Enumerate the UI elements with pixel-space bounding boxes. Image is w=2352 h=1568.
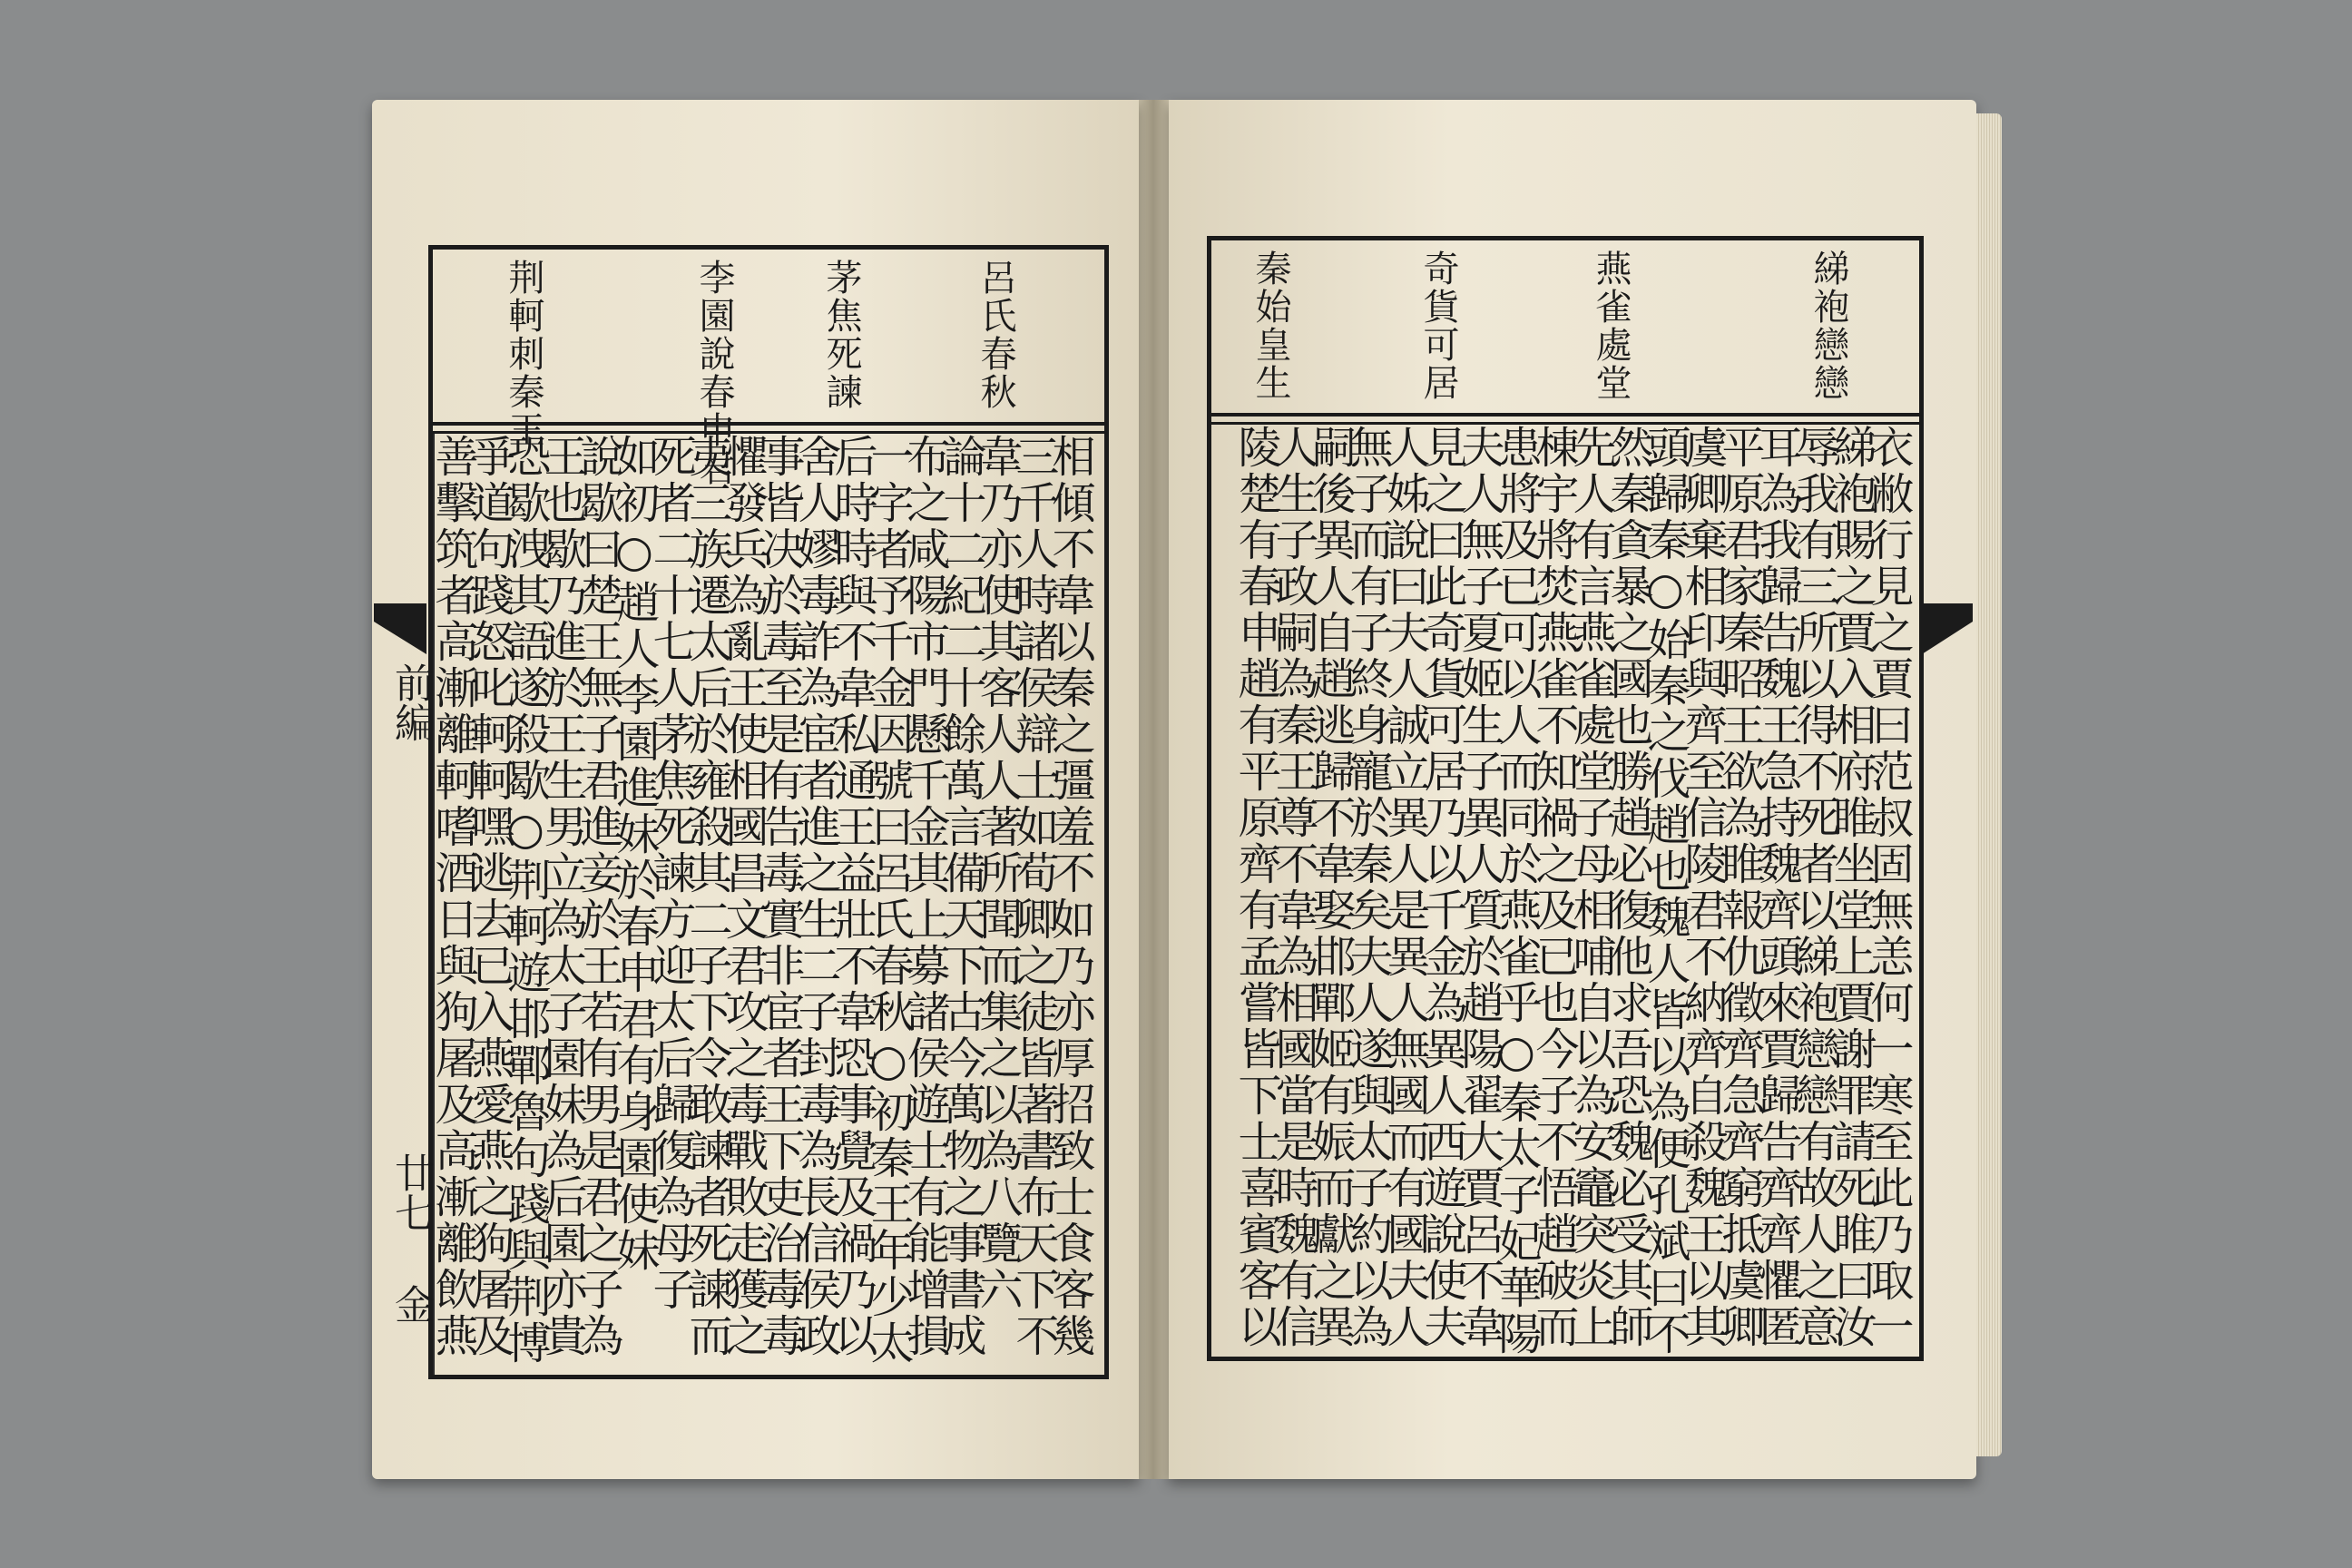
- text-column: 見之曰此奇貨可居乃以千金為異人西遊說使夫: [1416, 425, 1467, 1350]
- text-column: 舍人嫪毒詐為宦者進之生二子封毒為長信侯政: [790, 434, 841, 1359]
- text-column: 耳為我歸告魏王急持魏齊頭來賈歸告齊齊懼匿: [1751, 425, 1802, 1350]
- right-text-body: [1211, 422, 1919, 1357]
- text-column: 無子而有子終身寵於秦矣夫人遂與太子約以為: [1342, 425, 1393, 1350]
- right-text-frame: [1207, 236, 1924, 1361]
- text-column: 人生子政嗣為秦王尊不韋為相國當是時魏有信: [1268, 425, 1318, 1350]
- text-column: 虞卿棄相印與齊至信陵君不納齊自殺魏王以其: [1677, 425, 1728, 1350]
- header-entry: 綈袍戀戀: [1808, 250, 1849, 402]
- header-entry: 呂氏春秋: [975, 259, 1016, 411]
- header-entry: 奇貨可居: [1417, 250, 1459, 402]
- text-column: 王也歇乃進於王生男立為太子園妹為后園亦貴: [536, 434, 587, 1359]
- text-column: 后時時與不韋私通王益壯不韋恐事覺及禍乃以: [827, 434, 877, 1359]
- margin-page-number: 廿七: [387, 1152, 434, 1232]
- text-column: 爭道句踐怒叱軻軻嘿逃去已入燕愛燕之狗屠及: [464, 434, 514, 1359]
- header-entry: 秦始皇生: [1250, 250, 1291, 402]
- text-column: 頭歸秦○始秦之伐趙也魏人皆以為便孔斌曰不: [1640, 425, 1690, 1357]
- header-entry: 荆軻刺秦王: [503, 259, 544, 449]
- text-column: 懼發兵為亂王使相國昌文君攻之毒戰敗走獲之: [718, 434, 769, 1359]
- text-column: 如初○趙人李園進妹於春申君有身園使妹: [609, 434, 660, 1274]
- left-header-box: [433, 250, 1104, 487]
- text-column: 平原君家秦昭王欲為睢報仇徵齊急齊窮抵虞卿: [1714, 425, 1765, 1350]
- text-column: 綈袍賜之賈入相府睢坐堂上賈謝罪請死睢曰汝: [1826, 425, 1877, 1350]
- margin-bottom-char: 金: [387, 1284, 434, 1324]
- text-column: 患將及已可以人而同於燕雀乎○秦太子妃華陽: [1491, 425, 1542, 1357]
- text-column: 善擊筑者高漸離軻嗜酒日與狗屠及高漸離飲燕: [427, 434, 478, 1359]
- header-entry: 燕雀處堂: [1590, 250, 1632, 402]
- text-column: 死者二十七人茅焦死諫方迎太后歸復為母子: [645, 434, 696, 1313]
- text-column: 韋乃亦使其客人人著所聞而集之以為八覽六: [972, 434, 1023, 1313]
- right-page: [1169, 100, 1976, 1479]
- text-column: 布之咸陽市門懸千金其上募諸侯遊士有能增損: [899, 434, 950, 1359]
- text-column: 然秦貪暴之國也勝趙必復他求吾恐魏必受其師: [1602, 425, 1653, 1350]
- text-column: 三千人時諸侯辯士如荀卿之徒皆著書布天下不: [1008, 434, 1059, 1359]
- text-column: 夫人無子夏姬生子異人質於趙陽翟大賈呂不韋: [1454, 425, 1504, 1350]
- text-column: 事皆决於毒至是有告毒實非宦者王下吏治毒毒: [754, 434, 805, 1359]
- page-edges: [1976, 113, 2002, 1456]
- text-column: 嗣後異人自趙逃歸不韋娶邯鄲姬有娠而獻之異: [1305, 425, 1356, 1350]
- text-column: 一字者予千金因號曰呂氏春秋○初秦王年少太: [863, 434, 914, 1367]
- text-column: 論十二紀二十餘萬言備天下古今萬物之事書成: [936, 434, 986, 1359]
- open-book: [318, 86, 2014, 1502]
- header-entry: 李園說春申君: [693, 259, 735, 487]
- header-entry: 茅焦死諫: [820, 259, 862, 411]
- book-gutter: [1134, 100, 1172, 1479]
- text-column: 相傾不韋以秦之彊羞不如乃亦厚招致士食客幾: [1044, 434, 1095, 1359]
- margin-title: 前編: [387, 662, 434, 742]
- left-page: [372, 100, 1139, 1479]
- text-column: 夷三族遷太后於雍殺其二子下令敢諫者死諫而: [681, 434, 732, 1359]
- fishtail-mark-icon: [370, 603, 430, 658]
- text-column: 先人有言燕雀處堂子母相哺自以為安竈突炎上: [1565, 425, 1616, 1350]
- text-column: 人姊說曰夫人誠立異人是異人無國而有國夫人: [1379, 425, 1430, 1350]
- text-column: 辱我有三所以得不死者以綈袍戀戀有故人之意: [1788, 425, 1839, 1350]
- text-column: 棟宇將焚燕雀不知禍之及已也今子不悟趙破而: [1528, 425, 1579, 1350]
- left-text-frame: [428, 245, 1109, 1379]
- right-header-box: [1211, 240, 1919, 416]
- text-column: 衣敝行見之賈曰范叔固無恙何一寒至此乃取一: [1863, 425, 1914, 1350]
- text-column: 說歇曰楚王無子君進妾於王若有男是君之子為: [573, 434, 623, 1359]
- fishtail-mark-icon: [1922, 603, 1976, 658]
- left-text-body: [427, 431, 1104, 1375]
- text-column: 陵楚有春申趙有平原齊有孟嘗皆下士喜賓客以: [1230, 425, 1281, 1350]
- text-column: 恐歇洩其語遂殺歇○荆軻遊邯鄲魯句踐與荆博: [500, 434, 551, 1367]
